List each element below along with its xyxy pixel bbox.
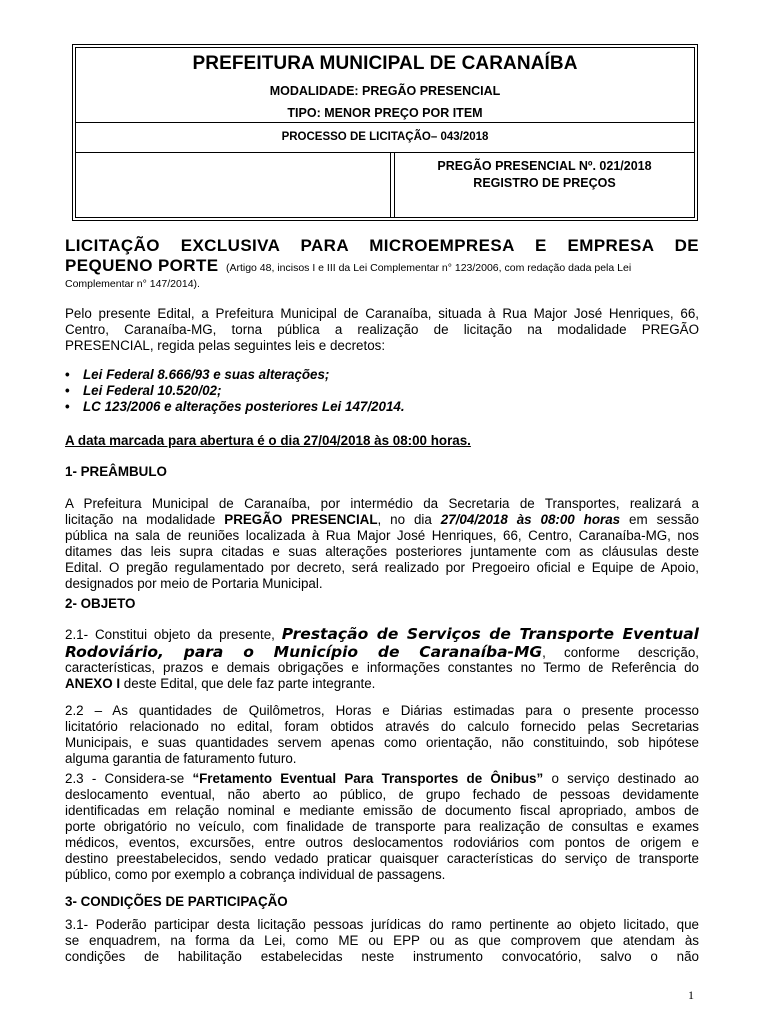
- intro-line1: Pelo presente Edital, a Prefeitura Municipal de Caranaíba, situada à Rua Major José Henriques, 66,: [65, 306, 699, 321]
- s3-line1: 3.1- Poderão participar desta licitação pessoas jurídicas do ramo pertinente ao objeto licitado, que: [65, 917, 699, 932]
- s2-p3-line7: público, como por exemplo a cobrança individual de passagens.: [65, 867, 446, 882]
- registro-label: REGISTRO DE PREÇOS: [473, 176, 616, 190]
- s2-p1-line2: Rodoviário, para o Município de Caranaíba-MG, conforme descrição,: [65, 643, 699, 661]
- intro-line2: Centro, Caranaíba-MG, torna pública a realização de licitação na modalidade PREGÃO: [65, 322, 699, 337]
- list-item: • Lei Federal 8.666/93 e suas alterações;: [65, 367, 330, 382]
- pregao-cell: [394, 153, 694, 217]
- s2-p3-line1: 2.3 - Considera-se “Fretamento Eventual Para Transportes de Ônibus” o serviço destinado ao: [65, 771, 699, 786]
- list-item: • LC 123/2006 e alterações posteriores Lei 147/2014.: [65, 399, 405, 414]
- s2-p2-line4: alguma garantia de faturamento futuro.: [65, 751, 297, 766]
- section-2-heading: 2- OBJETO: [65, 596, 136, 611]
- exclusive-notice-line2: PEQUENO PORTE (Artigo 48, incisos I e III da Lei Complementar n° 123/2006, com redação dada pela Lei: [65, 256, 632, 275]
- s2-p3-line6: destino preestabelecidos, sendo vedado praticar quaisquer características do serviço de transporte: [65, 851, 699, 866]
- s2-p1-line1: 2.1- Constitui objeto da presente, Prestação de Serviços de Transporte Eventual: [65, 625, 699, 643]
- modalidade-label: MODALIDADE: PREGÃO PRESENCIAL: [269, 84, 501, 98]
- s1-line6: designados por meio de Portaria Municipal.: [65, 576, 323, 591]
- s2-p2-line3: Municipais, e suas quantidades servem apenas como orientação, não constituindo, sob hipótese: [65, 735, 699, 750]
- s2-p2-line2: licitatório relacionado no edital, foram obtidos através do calculo fornecido pelas Secretarias: [65, 719, 699, 734]
- date-notice: A data marcada para abertura é o dia 27/04/2018 às 08:00 horas.: [65, 433, 471, 448]
- exclusive-notice-line1: LICITAÇÃO EXCLUSIVA PARA MICROEMPRESA E EMPRESA DE: [65, 236, 699, 255]
- s2-p1-line4: ANEXO I deste Edital, que dele faz parte integrante.: [65, 676, 376, 691]
- s2-p1-line3: características, prazos e demais obrigações e informações constantes no Termo de Referência do: [65, 660, 699, 675]
- s2-p3-line2: deslocamento eventual, não aberto ao público, de grupo fechado de pessoas devidamente: [65, 787, 699, 802]
- laws-list: [65, 367, 405, 415]
- s2-p3-line3: identificadas em relação nominal e mediante emissão de documento fiscal apropriado, ambos de: [65, 803, 699, 818]
- exclusive-notice-line3: Complementar n° 147/2014).: [65, 278, 200, 290]
- processo-label: PROCESSO DE LICITAÇÃO– 043/2018: [76, 123, 694, 153]
- s1-line2: licitação na modalidade PREGÃO PRESENCIAL, no dia 27/04/2018 às 08:00 horas em sessão: [65, 512, 699, 527]
- s3-line3: condições de habilitação estabelecidas neste instrumento convocatório, salvo o não: [65, 949, 699, 964]
- s1-line3: pública na sala de reuniões localizada à Rua Major José Henriques, 66, Centro, Caranaíba-MG, nos: [65, 528, 699, 543]
- list-item: • Lei Federal 10.520/02;: [65, 383, 222, 398]
- s1-line4: ditames das leis supra citadas e suas alterações posteriores juntamente com as cláusulas deste: [65, 544, 699, 559]
- header-box: [72, 44, 698, 221]
- s3-line2: se enquadrem, na forma da Lei, como ME ou EPP ou as que comprovem que atendam às: [65, 933, 699, 948]
- s2-p3-line5: médicos, eventos, excursões, entre outros deslocamentos rodoviários com pontos de origem e: [65, 835, 699, 850]
- section-1-heading: 1- PREÂMBULO: [65, 464, 167, 479]
- s1-line5: Edital. O pregão regulamentado por decreto, será realizado por Pregoeiro oficial e Equipe de Apoio,: [65, 560, 699, 575]
- tipo-label: TIPO: MENOR PREÇO POR ITEM: [287, 106, 483, 120]
- s1-line1: A Prefeitura Municipal de Caranaíba, por intermédio da Secretaria de Transportes, realizará a: [65, 496, 699, 511]
- s2-p3-line4: porte obrigatório no veículo, com finalidade de transporte para realização de consultas e exames: [65, 819, 699, 834]
- pregao-number: PREGÃO PRESENCIAL Nº. 021/2018: [437, 159, 652, 173]
- section-3-heading: 3- CONDIÇÕES DE PARTICIPAÇÃO: [65, 894, 288, 909]
- s2-p2-line1: 2.2 – As quantidades de Quilômetros, Horas e Diárias estimadas para o presente processo: [65, 703, 699, 718]
- intro-line3: PRESENCIAL, regida pelas seguintes leis e decretos:: [65, 338, 386, 353]
- page-title: PREFEITURA MUNICIPAL DE CARANAÍBA: [192, 53, 578, 74]
- header-empty-cell: [76, 153, 391, 217]
- page-number: 1: [688, 988, 694, 1002]
